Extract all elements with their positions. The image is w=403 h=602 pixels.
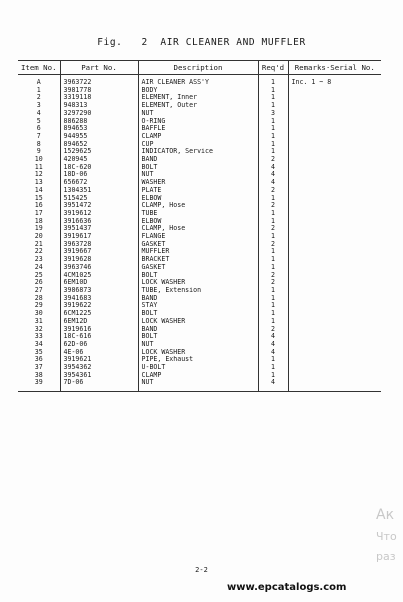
remarks-cell — [288, 110, 381, 118]
part-no-cell: 656672 — [60, 179, 138, 187]
part-no-cell: 18C-616 — [60, 333, 138, 341]
watermark-line-2: Что — [376, 530, 397, 543]
reqd-cell: 4 — [258, 171, 288, 179]
table-row — [18, 148, 381, 156]
reqd-cell: 1 — [258, 75, 288, 87]
remarks-cell — [288, 102, 381, 110]
description-cell: PLATE — [138, 187, 258, 195]
remarks-cell — [288, 349, 381, 357]
remarks-cell — [288, 372, 381, 380]
description-cell: ELBOW — [138, 218, 258, 226]
item-no-cell: 6 — [36, 125, 41, 133]
reqd-cell: 2 — [258, 241, 288, 249]
remarks-cell — [288, 225, 381, 233]
table-row — [18, 87, 381, 95]
table-row — [18, 372, 381, 380]
item-no-cell: 29 — [34, 302, 43, 310]
item-no-cell: 25 — [34, 271, 43, 279]
remarks-cell — [288, 118, 381, 126]
table-row — [18, 141, 381, 149]
remarks-cell — [288, 310, 381, 318]
description-cell: BOLT — [138, 333, 258, 341]
part-no-cell: 3919621 — [60, 356, 138, 364]
table-row — [18, 110, 381, 118]
description-cell: GASKET — [138, 264, 258, 272]
part-no-cell: 3951472 — [60, 202, 138, 210]
part-no-cell: 3919622 — [60, 302, 138, 310]
reqd-cell: 1 — [258, 195, 288, 203]
description-cell: GASKET — [138, 241, 258, 249]
remarks-cell — [288, 141, 381, 149]
part-no-cell: 18C-620 — [60, 164, 138, 172]
part-no-cell: 3919667 — [60, 248, 138, 256]
table-row — [18, 248, 381, 256]
remarks-cell — [288, 202, 381, 210]
watermark-line-3: раз — [376, 550, 396, 563]
column-header-part-no: Part No. — [60, 61, 138, 75]
reqd-cell: 1 — [258, 233, 288, 241]
reqd-cell: 2 — [258, 225, 288, 233]
table-row — [18, 164, 381, 172]
table-row — [18, 310, 381, 318]
table-row — [18, 279, 381, 287]
remarks-cell — [288, 148, 381, 156]
reqd-cell: 2 — [258, 202, 288, 210]
remarks-cell — [288, 248, 381, 256]
item-no-cell: 30 — [34, 310, 43, 318]
description-cell: LOCK WASHER — [138, 279, 258, 287]
remarks-cell — [288, 287, 381, 295]
table-row — [18, 256, 381, 264]
table-row — [18, 102, 381, 110]
remarks-cell — [288, 171, 381, 179]
item-no-cell: 12 — [34, 171, 43, 179]
table-row — [18, 202, 381, 210]
reqd-cell: 4 — [258, 379, 288, 391]
table-header-row — [18, 61, 381, 75]
reqd-cell: 1 — [258, 256, 288, 264]
item-no-cell: 1 — [36, 86, 41, 94]
part-no-cell: 6EM10D — [60, 279, 138, 287]
description-cell: LOCK WASHER — [138, 318, 258, 326]
item-no-cell: 18 — [34, 217, 43, 225]
part-no-cell: 3986873 — [60, 287, 138, 295]
description-cell: NUT — [138, 110, 258, 118]
reqd-cell: 2 — [258, 279, 288, 287]
remarks-cell — [288, 195, 381, 203]
remarks-cell — [288, 210, 381, 218]
description-cell: BAND — [138, 326, 258, 334]
table-row — [18, 225, 381, 233]
table-row — [18, 287, 381, 295]
remarks-cell — [288, 179, 381, 187]
reqd-cell: 1 — [258, 310, 288, 318]
reqd-cell: 1 — [258, 94, 288, 102]
item-no-cell: 28 — [34, 294, 43, 302]
item-no-cell: 23 — [34, 256, 43, 264]
remarks-cell — [288, 279, 381, 287]
remarks-cell — [288, 256, 381, 264]
item-no-cell: 3 — [36, 102, 41, 110]
table-row — [18, 356, 381, 364]
reqd-cell: 1 — [258, 372, 288, 380]
reqd-cell: 1 — [258, 302, 288, 310]
description-cell: BOLT — [138, 310, 258, 318]
item-no-cell: 21 — [34, 240, 43, 248]
reqd-cell: 1 — [258, 133, 288, 141]
reqd-cell: 2 — [258, 272, 288, 280]
column-header-reqd: Req'd — [258, 61, 288, 75]
reqd-cell: 3 — [258, 110, 288, 118]
description-cell: BOLT — [138, 164, 258, 172]
item-no-cell: 37 — [34, 364, 43, 372]
remarks-cell — [288, 302, 381, 310]
part-no-cell: 3954362 — [60, 364, 138, 372]
remarks-cell — [288, 233, 381, 241]
part-no-cell: 420945 — [60, 156, 138, 164]
item-no-cell: 8 — [36, 140, 41, 148]
reqd-cell: 4 — [258, 179, 288, 187]
remarks-cell — [288, 295, 381, 303]
reqd-cell: 4 — [258, 333, 288, 341]
table-row — [18, 218, 381, 226]
remarks-cell — [288, 218, 381, 226]
table-row — [18, 195, 381, 203]
part-no-cell: 4CM1025 — [60, 272, 138, 280]
part-no-cell: 944955 — [60, 133, 138, 141]
part-no-cell: 3919612 — [60, 210, 138, 218]
table-row — [18, 118, 381, 126]
description-cell: U-BOLT — [138, 364, 258, 372]
table-row — [18, 179, 381, 187]
reqd-cell: 1 — [258, 102, 288, 110]
table-row — [18, 171, 381, 179]
part-no-cell: 3951437 — [60, 225, 138, 233]
description-cell: WASHER — [138, 179, 258, 187]
table-row — [18, 341, 381, 349]
description-cell: MUFFLER — [138, 248, 258, 256]
description-cell: ELBOW — [138, 195, 258, 203]
table-row — [18, 264, 381, 272]
part-no-cell: 3297290 — [60, 110, 138, 118]
description-cell: PIPE, Exhaust — [138, 356, 258, 364]
item-no-cell: 33 — [34, 333, 43, 341]
remarks-cell — [288, 87, 381, 95]
part-no-cell: 3963746 — [60, 264, 138, 272]
reqd-cell: 2 — [258, 326, 288, 334]
item-no-cell: 16 — [34, 202, 43, 210]
item-no-cell: 22 — [34, 248, 43, 256]
part-no-cell: 3319118 — [60, 94, 138, 102]
column-header-remarks: Remarks·Serial No. — [288, 61, 381, 75]
reqd-cell: 1 — [258, 210, 288, 218]
item-no-cell: 2 — [36, 94, 41, 102]
item-no-cell: A — [36, 78, 41, 86]
table-row — [18, 133, 381, 141]
remarks-cell — [288, 241, 381, 249]
item-no-cell: 5 — [36, 117, 41, 125]
description-cell: O-RING — [138, 118, 258, 126]
source-url[interactable]: www.epcatalogs.com — [227, 582, 347, 593]
reqd-cell: 1 — [258, 87, 288, 95]
table-row — [18, 333, 381, 341]
part-no-cell: 3963722 — [60, 75, 138, 87]
table-row — [18, 156, 381, 164]
table-row — [18, 125, 381, 133]
item-no-cell: 20 — [34, 233, 43, 241]
description-cell: TUBE, Extension — [138, 287, 258, 295]
part-no-cell: 3916636 — [60, 218, 138, 226]
reqd-cell: 1 — [258, 148, 288, 156]
table-row — [18, 302, 381, 310]
table-row — [18, 233, 381, 241]
table-row — [18, 94, 381, 102]
part-no-cell: 3954361 — [60, 372, 138, 380]
reqd-cell: 1 — [258, 141, 288, 149]
description-cell: BODY — [138, 87, 258, 95]
reqd-cell: 2 — [258, 187, 288, 195]
table-row — [18, 326, 381, 334]
description-cell: LOCK WASHER — [138, 349, 258, 357]
part-no-cell: 3919628 — [60, 256, 138, 264]
item-no-cell: 7 — [36, 132, 41, 140]
description-cell: NUT — [138, 379, 258, 391]
remarks-cell — [288, 133, 381, 141]
part-no-cell: 3919616 — [60, 326, 138, 334]
description-cell: BAND — [138, 295, 258, 303]
reqd-cell: 4 — [258, 349, 288, 357]
remarks-cell — [288, 125, 381, 133]
item-no-cell: 11 — [34, 163, 43, 171]
description-cell: BAFFLE — [138, 125, 258, 133]
reqd-cell: 1 — [258, 264, 288, 272]
item-no-cell: 38 — [34, 371, 43, 379]
reqd-cell: 1 — [258, 318, 288, 326]
item-no-cell: 9 — [36, 148, 41, 156]
item-no-cell: 32 — [34, 325, 43, 333]
column-header-item-no: Item No. — [18, 61, 60, 75]
description-cell: AIR CLEANER ASS'Y — [138, 75, 258, 87]
remarks-cell — [288, 356, 381, 364]
reqd-cell: 1 — [258, 125, 288, 133]
item-no-cell: 34 — [34, 340, 43, 348]
remarks-cell — [288, 341, 381, 349]
remarks-cell — [288, 264, 381, 272]
part-no-cell: 1304351 — [60, 187, 138, 195]
remarks-cell — [288, 272, 381, 280]
part-no-cell: 18D-06 — [60, 171, 138, 179]
part-no-cell: 62D-06 — [60, 341, 138, 349]
description-cell: INDICATOR, Service — [138, 148, 258, 156]
part-no-cell: 894652 — [60, 141, 138, 149]
description-cell: CLAMP, Hose — [138, 225, 258, 233]
column-header-description: Description — [138, 61, 258, 75]
table-row — [18, 295, 381, 303]
reqd-cell: 1 — [258, 364, 288, 372]
reqd-cell: 4 — [258, 341, 288, 349]
table-row — [18, 210, 381, 218]
description-cell: ELEMENT, Inner — [138, 94, 258, 102]
item-no-cell: 31 — [34, 317, 43, 325]
item-no-cell: 14 — [34, 186, 43, 194]
item-no-cell: 27 — [34, 286, 43, 294]
table-row — [18, 241, 381, 249]
part-no-cell: 3963728 — [60, 241, 138, 249]
part-no-cell: 7D-06 — [60, 379, 138, 391]
page-number: 2-2 — [195, 566, 208, 574]
description-cell: BAND — [138, 156, 258, 164]
item-no-cell: 19 — [34, 225, 43, 233]
part-no-cell: 894653 — [60, 125, 138, 133]
table-row — [18, 349, 381, 357]
remarks-cell — [288, 156, 381, 164]
part-no-cell: 3981778 — [60, 87, 138, 95]
part-no-cell: 6CM1225 — [60, 310, 138, 318]
remarks-cell: Inc. 1 ~ 8 — [288, 75, 381, 87]
part-no-cell: 886288 — [60, 118, 138, 126]
remarks-cell — [288, 187, 381, 195]
description-cell: BOLT — [138, 272, 258, 280]
part-no-cell: 1529625 — [60, 148, 138, 156]
description-cell: BRACKET — [138, 256, 258, 264]
part-no-cell: 4E-06 — [60, 349, 138, 357]
part-no-cell: 948313 — [60, 102, 138, 110]
item-no-cell: 24 — [34, 263, 43, 271]
description-cell: FLANGE — [138, 233, 258, 241]
description-cell: CLAMP — [138, 372, 258, 380]
description-cell: NUT — [138, 341, 258, 349]
reqd-cell: 1 — [258, 118, 288, 126]
remarks-cell — [288, 164, 381, 172]
item-no-cell: 10 — [34, 156, 43, 164]
table-row — [18, 75, 381, 87]
remarks-cell — [288, 318, 381, 326]
reqd-cell: 1 — [258, 356, 288, 364]
item-no-cell: 39 — [18, 379, 60, 391]
table-row — [18, 318, 381, 326]
table-row — [18, 272, 381, 280]
description-cell: TUBE — [138, 210, 258, 218]
item-no-cell: 35 — [34, 348, 43, 356]
remarks-cell — [288, 379, 381, 391]
description-cell: CLAMP — [138, 133, 258, 141]
remarks-cell — [288, 326, 381, 334]
part-no-cell: 515425 — [60, 195, 138, 203]
reqd-cell: 1 — [258, 287, 288, 295]
item-no-cell: 15 — [34, 194, 43, 202]
table-row — [18, 364, 381, 372]
remarks-cell — [288, 364, 381, 372]
item-no-cell: 36 — [34, 356, 43, 364]
part-no-cell: 3919617 — [60, 233, 138, 241]
remarks-cell — [288, 333, 381, 341]
parts-table — [18, 60, 381, 392]
part-no-cell: 6EM12D — [60, 318, 138, 326]
reqd-cell: 1 — [258, 218, 288, 226]
reqd-cell: 4 — [258, 164, 288, 172]
table-row — [18, 187, 381, 195]
parts-table-body — [18, 75, 381, 392]
item-no-cell: 13 — [34, 179, 43, 187]
reqd-cell: 1 — [258, 248, 288, 256]
reqd-cell: 2 — [258, 156, 288, 164]
part-no-cell: 3941683 — [60, 295, 138, 303]
watermark-line-1: Ак — [376, 507, 395, 523]
description-cell: CUP — [138, 141, 258, 149]
item-no-cell: 26 — [34, 279, 43, 287]
remarks-cell — [288, 94, 381, 102]
item-no-cell: 4 — [36, 109, 41, 117]
item-no-cell: 17 — [34, 209, 43, 217]
description-cell: STAY — [138, 302, 258, 310]
table-row — [18, 379, 381, 391]
page-title: Fig. 2 AIR CLEANER AND MUFFLER — [97, 37, 306, 48]
description-cell: NUT — [138, 171, 258, 179]
reqd-cell: 1 — [258, 295, 288, 303]
description-cell: CLAMP, Hose — [138, 202, 258, 210]
description-cell: ELEMENT, Outer — [138, 102, 258, 110]
